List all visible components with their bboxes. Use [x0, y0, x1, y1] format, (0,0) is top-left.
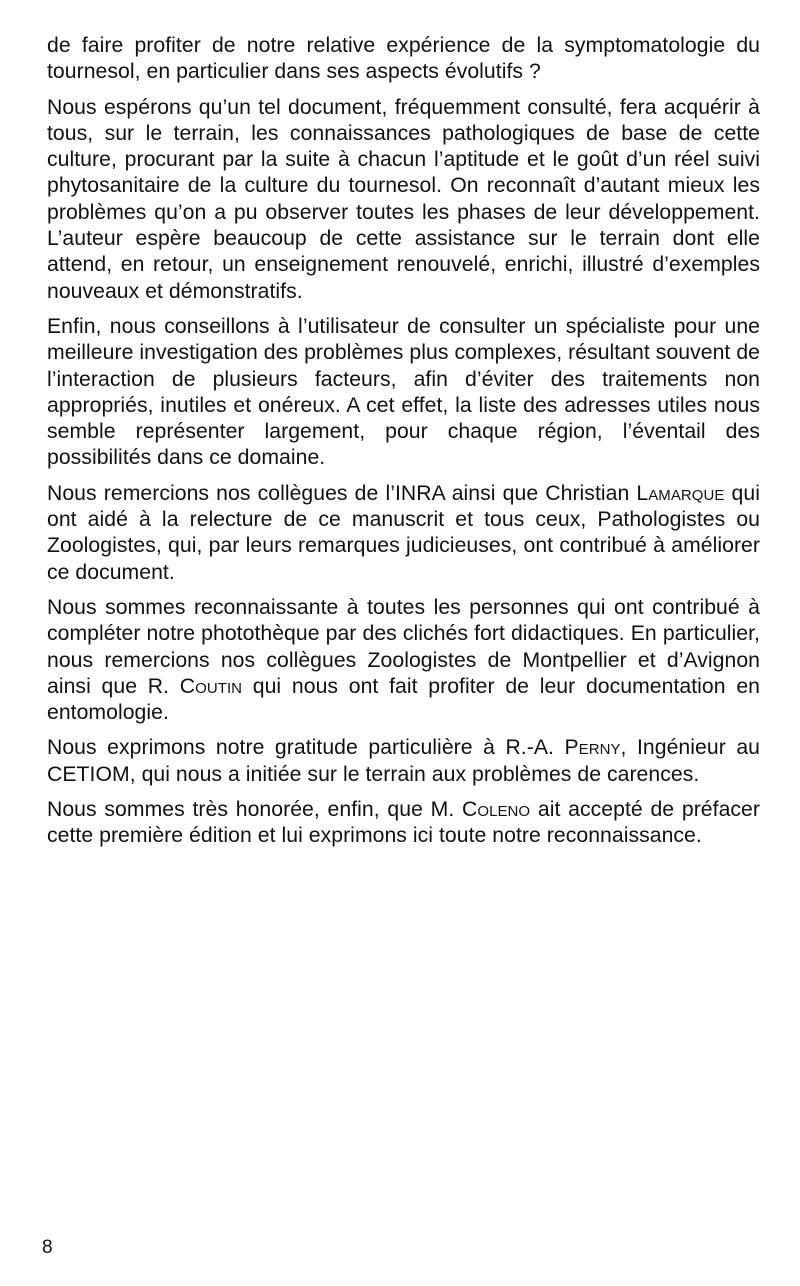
text-segment: Nous remercions nos collègues de l’INRA ainsi que Christian — [47, 481, 637, 505]
text-segment: qui ont aidé à la relecture de ce manuscrit et tous ceux, Pathologistes ou Zoologistes, qui, par leurs remarques judicieuses, ont contribué à améliorer ce document. — [47, 481, 760, 584]
paragraph-document-purpose: Nous espérons qu’un tel document, fréquemment consulté, fera acquérir à tous, sur le terrain, les connaissances pathologiques de base de cette culture, procurant par la suite à chacun l’aptitude et le goût d’un réel suivi phytosanitaire de la culture du tournesol. On reconnaît d’autant mieux les problèmes qu’on a pu observer toutes les phases de leur développement. L’auteur espère beaucoup de cette assistance sur le terrain dont elle attend, en retour, un enseignement renouvelé, enrichi, illustré d’exemples nouveaux et démonstratifs. — [47, 95, 760, 303]
text-segment: Nous exprimons notre gratitude particulière à R.-A. — [47, 736, 565, 760]
person-name-lamarque: Lamarque — [636, 481, 725, 505]
paragraph-thanks-perny — [47, 735, 760, 788]
paragraph-symptomatology: de faire profiter de notre relative expérience de la symptomatologie du tournesol, en particulier dans ses aspects évolutifs ? — [47, 34, 760, 84]
paragraph-thanks-phototheque — [47, 595, 760, 726]
text-segment: Nous sommes très honorée, enfin, que M. — [47, 798, 463, 822]
text-segment: ait accepté de préfacer cette première édition et lui exprimons ici toute notre reconnaissance. — [47, 798, 760, 848]
text-segment: qui nous ont fait profiter de leur documentation en entomologie. — [47, 674, 760, 725]
person-name-coutin: Coutin — [179, 674, 243, 698]
paragraph-specialist-advice: Enfin, nous conseillons à l’utilisateur de consulter un spécialiste pour une meilleure investigation des problèmes plus complexes, résultant souvent de l’interaction de plusieurs facteurs, afin d’éviter des traitements non appropriés, inutiles et onéreux. A cet effet, la liste des adresses utiles nous semble représenter largement, pour chaque région, l’éventail des possibilités dans ce domaine. — [47, 314, 760, 470]
person-name-perny: Perny — [564, 736, 621, 760]
person-name-coleno: Coleno — [462, 798, 531, 822]
paragraph-thanks-inra — [47, 481, 760, 586]
page-number: 8 — [42, 1237, 53, 1258]
text-segment: Nous sommes reconnaissante à toutes les personnes qui ont contribué à compléter notre photothèque par des clichés fort didactiques. En particulier, nous remercions nos collègues Zoologistes de Montpellier et d’Avignon ainsi que R. — [47, 595, 760, 698]
text-segment: , Ingénieur au CETIOM, qui nous a initiée sur le terrain aux problèmes de carences. — [47, 736, 760, 786]
page-body — [47, 33, 760, 859]
paragraph-thanks-coleno — [47, 797, 760, 850]
